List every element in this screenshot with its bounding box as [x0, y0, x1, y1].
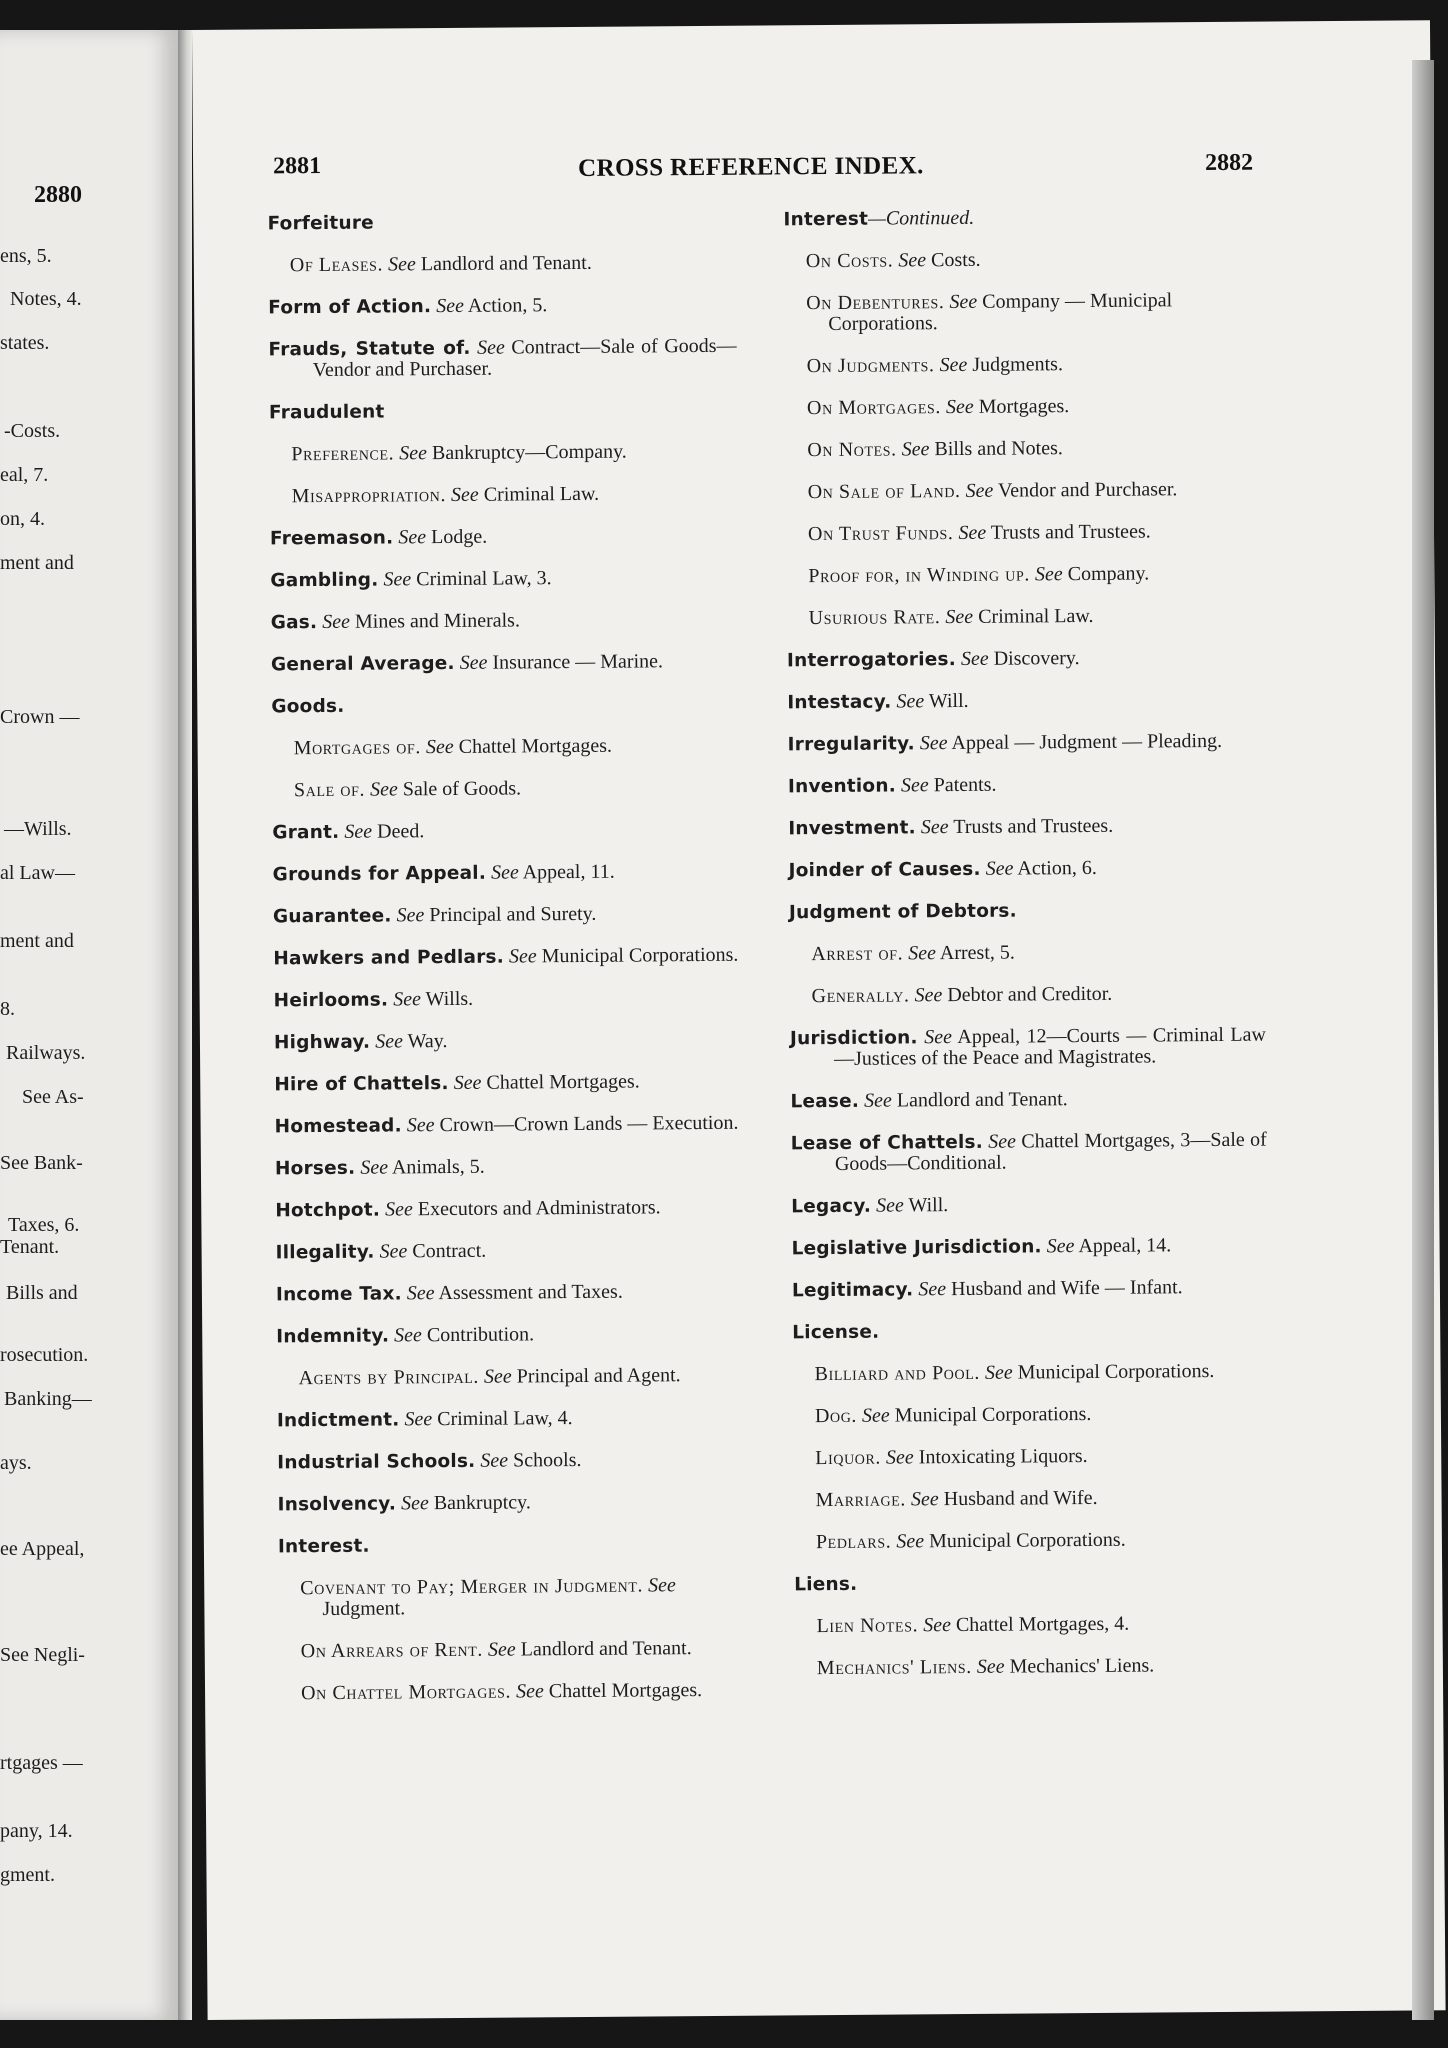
- see-label: See: [399, 442, 428, 465]
- see-label: See: [920, 816, 949, 839]
- see-label: See: [945, 395, 974, 419]
- index-entry: [791, 1193, 1267, 1218]
- entry-heading: Guarantee.: [272, 905, 392, 928]
- entry-heading: License.: [792, 1321, 880, 1344]
- running-head: CROSS REFERENCE INDEX.: [577, 152, 924, 182]
- cross-reference: Judgment.: [322, 1597, 406, 1621]
- index-subentry: [808, 479, 1262, 504]
- index-entry: [269, 399, 737, 424]
- cross-reference: Appeal — Judgment — Pleading.: [951, 729, 1223, 755]
- see-label: See: [985, 857, 1014, 880]
- entry-heading: Irregularity.: [787, 733, 915, 756]
- index-entry: [790, 1088, 1266, 1113]
- subentry-label: On Notes.: [807, 438, 897, 462]
- entry-heading: Invention.: [787, 775, 896, 798]
- see-label: See: [984, 1361, 1013, 1384]
- cross-reference: Municipal Corporations.: [541, 943, 739, 968]
- index-entry: [272, 819, 740, 844]
- subentry-label: Pedlars.: [815, 1530, 892, 1554]
- index-subentry: [815, 1445, 1269, 1470]
- left-page: [0, 30, 178, 2020]
- index-subentry: [300, 1575, 746, 1621]
- see-label: See: [387, 253, 416, 276]
- subentry-label: Of Leases.: [289, 253, 384, 277]
- cross-reference: Way.: [407, 1030, 448, 1053]
- entry-heading: Industrial Schools.: [277, 1450, 476, 1474]
- subentry-label: Marriage.: [815, 1488, 907, 1512]
- entry-heading: Legislative Jurisdiction.: [791, 1236, 1042, 1260]
- see-label: See: [344, 820, 373, 843]
- index-subentry: [806, 248, 1260, 273]
- left-page-fragment: See Bank-: [0, 1152, 83, 1174]
- cross-reference: Will.: [908, 1194, 949, 1217]
- index-subentry: [808, 521, 1262, 546]
- cross-reference: Deed.: [377, 820, 425, 843]
- see-label: See: [394, 1324, 422, 1347]
- see-label: See: [406, 1114, 435, 1137]
- entry-heading: Forfeiture: [267, 212, 374, 235]
- see-label: See: [988, 1130, 1017, 1153]
- index-entry: [273, 861, 741, 886]
- subentry-label: Agents by Principal.: [298, 1365, 480, 1390]
- subentry-label: Generally.: [811, 984, 910, 1008]
- gutter-fold: [178, 30, 192, 2020]
- cross-reference: Criminal Law, 4.: [437, 1407, 573, 1431]
- see-label: See: [900, 774, 929, 797]
- cross-reference: Mortgages.: [978, 395, 1070, 418]
- subentry-label: Mortgages of.: [293, 736, 422, 760]
- subentry-label: Dog.: [814, 1404, 858, 1428]
- index-subentry: [292, 483, 738, 508]
- subentry-label: Usurious Rate.: [808, 606, 941, 630]
- see-label: See: [490, 861, 519, 884]
- index-entry: [274, 1029, 742, 1054]
- index-entry: [276, 1239, 744, 1264]
- entry-heading: Lease.: [790, 1090, 860, 1113]
- cross-reference: Costs.: [931, 248, 981, 272]
- subentry-label: On Costs.: [805, 249, 894, 273]
- left-page-fragment: states.: [0, 332, 50, 354]
- subentry-label: Billiard and Pool.: [814, 1361, 981, 1386]
- index-entry: [277, 1449, 745, 1474]
- entry-heading: Investment.: [788, 817, 916, 840]
- index-subentry: [808, 563, 1262, 588]
- subentry-label: Proof for, in Winding up.: [808, 563, 1031, 588]
- cross-reference: Trusts and Trustees.: [990, 520, 1151, 544]
- index-entry: [274, 987, 742, 1012]
- cross-reference: Appeal, 12—Courts — Criminal Law—Justices of the Peace and Magistrates.: [834, 1023, 1267, 1070]
- see-label: See: [480, 1449, 509, 1472]
- index-entry: [794, 1571, 1270, 1596]
- cross-reference: Chattel Mortgages, 4.: [955, 1612, 1130, 1637]
- see-label: See: [393, 988, 422, 1011]
- index-entry: [787, 689, 1263, 714]
- cross-reference: Chattel Mortgages.: [486, 1070, 640, 1094]
- cross-reference: Animals, 5.: [391, 1155, 485, 1179]
- cross-reference: Criminal Law.: [978, 604, 1094, 628]
- entry-heading: Interest.: [277, 1535, 370, 1558]
- see-label: See: [404, 1408, 433, 1431]
- entry-heading: Frauds, Statute of.: [268, 337, 471, 361]
- cross-reference: Mines and Minerals.: [354, 609, 520, 633]
- index-entry: [788, 773, 1264, 798]
- index-subentry: [299, 1365, 745, 1390]
- index-entry: [274, 1071, 742, 1096]
- left-page-fragment: Bills and: [6, 1282, 78, 1304]
- see-label: See: [949, 290, 978, 314]
- entry-heading: Insolvency.: [277, 1493, 397, 1516]
- index-subentry: [812, 983, 1266, 1008]
- index-column-right: [783, 206, 1271, 1701]
- left-page-fragment: gment.: [0, 1864, 55, 1886]
- entry-heading: Freemason.: [269, 527, 394, 550]
- index-entry: [268, 336, 736, 382]
- index-subentry: [815, 1403, 1269, 1428]
- cross-reference: Criminal Law, 3.: [416, 567, 552, 591]
- index-entry: [273, 903, 741, 928]
- cross-reference: Chattel Mortgages, 3—Sale of Goods—Conditional.: [834, 1128, 1267, 1175]
- cross-reference: Debtor and Creditor.: [947, 982, 1113, 1007]
- see-label: See: [863, 1089, 892, 1112]
- entry-heading: Gambling.: [270, 569, 379, 592]
- left-page-fragment: Railways.: [6, 1042, 86, 1064]
- index-entry: [271, 651, 739, 676]
- index-entry: [276, 1323, 744, 1348]
- index-entry: [271, 693, 739, 718]
- entry-heading: Intestacy.: [787, 691, 892, 714]
- see-label: See: [1034, 563, 1063, 586]
- see-label: See: [885, 1446, 914, 1469]
- left-page-fragment: on, 4.: [0, 508, 45, 530]
- continued-label: —Continued.: [867, 206, 975, 230]
- cross-reference: Arrest, 5.: [939, 941, 1015, 965]
- subentry-label: On Sale of Land.: [807, 479, 961, 504]
- see-label: See: [647, 1574, 676, 1597]
- see-label: See: [508, 945, 537, 968]
- cross-reference: Bankruptcy.: [433, 1491, 531, 1515]
- entry-heading: General Average.: [270, 652, 455, 676]
- subentry-label: Preference.: [291, 442, 395, 466]
- entry-heading: Fraudulent: [268, 401, 385, 424]
- cross-reference: Action, 5.: [467, 294, 548, 317]
- cross-reference: Landlord and Tenant.: [420, 251, 592, 276]
- see-label: See: [436, 294, 465, 318]
- index-entry: [268, 294, 736, 319]
- index-subentry: [816, 1613, 1270, 1638]
- index-subentry: [301, 1680, 747, 1705]
- index-entry: [275, 1197, 743, 1222]
- entry-heading: Homestead.: [274, 1115, 402, 1138]
- index-subentry: [811, 941, 1265, 966]
- index-subentry: [809, 605, 1263, 630]
- left-page-fragment: pany, 14.: [0, 1820, 73, 1842]
- cross-reference: Intoxicating Liquors.: [918, 1445, 1088, 1469]
- cross-reference: Company — Municipal Corporations.: [828, 289, 1173, 336]
- index-subentry: [291, 441, 737, 466]
- cross-reference: Trusts and Trustees.: [953, 814, 1114, 839]
- index-entry: [788, 731, 1264, 756]
- left-page-fragment: Tenant.: [0, 1236, 60, 1258]
- see-label: See: [958, 521, 987, 544]
- index-entry: [275, 1155, 743, 1180]
- subentry-label: On Arrears of Rent.: [300, 1638, 484, 1663]
- see-label: See: [383, 568, 412, 591]
- see-label: See: [459, 651, 488, 674]
- index-entry: [276, 1281, 744, 1306]
- entry-heading: Hotchpot.: [275, 1199, 381, 1222]
- entry-heading: Horses.: [274, 1157, 356, 1180]
- entry-heading: Indemnity.: [276, 1325, 390, 1348]
- index-subentry: [301, 1638, 747, 1663]
- see-label: See: [910, 1488, 939, 1511]
- index-subentry: [294, 777, 740, 802]
- entry-heading: Form of Action.: [268, 296, 432, 319]
- subentry-label: On Trust Funds.: [807, 522, 954, 546]
- left-page-fragment: eal, 7.: [0, 464, 49, 486]
- subentry-label: Covenant to Pay; Merger in Judgment.: [300, 1574, 644, 1600]
- cross-reference: Husband and Wife — Infant.: [951, 1276, 1183, 1301]
- left-page-fragment: 8.: [0, 998, 15, 1020]
- index-entry: [792, 1235, 1268, 1260]
- index-subentry: [807, 437, 1261, 462]
- cross-reference: Crown—Crown Lands — Execution.: [439, 1111, 739, 1137]
- see-label: See: [919, 732, 948, 755]
- see-label: See: [901, 438, 930, 461]
- left-page-fragment: ment and: [0, 552, 74, 574]
- index-subentry: [814, 1361, 1268, 1386]
- see-label: See: [976, 1655, 1005, 1678]
- index-entry: [783, 206, 1259, 231]
- index-subentry: [806, 290, 1260, 336]
- subentry-label: Misappropriation.: [291, 484, 447, 508]
- subentry-label: Lien Notes.: [816, 1614, 919, 1638]
- entry-heading: Gas.: [270, 612, 318, 634]
- entry-heading: Joinder of Causes.: [788, 858, 981, 882]
- left-page-fragment: Crown —: [0, 706, 80, 728]
- see-label: See: [960, 647, 989, 670]
- subentry-label: Liquor.: [815, 1446, 882, 1470]
- entry-heading: Liens.: [794, 1573, 858, 1596]
- see-label: See: [379, 1240, 408, 1263]
- see-label: See: [375, 1030, 404, 1053]
- left-page-fragment: rosecution.: [0, 1344, 89, 1366]
- cross-reference: Municipal Corporations.: [894, 1402, 1092, 1427]
- see-label: See: [896, 1530, 925, 1553]
- entry-heading: Grant.: [272, 821, 340, 844]
- cross-reference: Lodge.: [431, 525, 488, 549]
- cross-reference: Municipal Corporations.: [1017, 1360, 1215, 1384]
- cross-reference: Will.: [928, 689, 969, 713]
- left-page-fragment: Taxes, 6.: [8, 1214, 80, 1236]
- cross-reference: Assessment and Taxes.: [438, 1280, 623, 1305]
- index-entry: [270, 525, 738, 550]
- subentry-label: On Mortgages.: [806, 396, 942, 420]
- page-number-left: 2881: [272, 152, 322, 180]
- index-entry: [789, 899, 1265, 924]
- index-entry: [270, 567, 738, 592]
- see-label: See: [861, 1404, 890, 1427]
- cross-reference: Schools.: [513, 1448, 582, 1472]
- cross-reference: Mechanics' Liens.: [1009, 1654, 1155, 1678]
- left-page-fragment: rtgages —: [0, 1752, 83, 1774]
- see-label: See: [515, 1680, 544, 1703]
- see-label: See: [384, 1198, 413, 1221]
- entry-heading: Income Tax.: [275, 1283, 402, 1306]
- left-page-fragment: al Law—: [0, 862, 75, 884]
- cross-reference: Bankruptcy—Company.: [431, 440, 627, 465]
- cross-reference: Principal and Surety.: [429, 902, 597, 927]
- index-entry: [791, 1130, 1267, 1176]
- index-entry: [273, 945, 741, 970]
- index-subentry: [294, 735, 740, 760]
- see-label: See: [369, 778, 398, 801]
- see-label: See: [908, 942, 937, 965]
- see-label: See: [898, 249, 927, 272]
- left-page-fragment: -Costs.: [4, 420, 61, 442]
- entry-heading: Jurisdiction.: [789, 1027, 918, 1050]
- see-label: See: [914, 984, 943, 1007]
- cross-reference: Company.: [1067, 562, 1150, 586]
- entry-heading: Hawkers and Pedlars.: [273, 946, 505, 970]
- index-entry: [792, 1319, 1268, 1344]
- see-label: See: [487, 1638, 516, 1661]
- see-label: See: [398, 526, 427, 549]
- see-label: See: [425, 735, 454, 759]
- cross-reference: Contribution.: [426, 1323, 535, 1347]
- left-page-fragment: —Wills.: [4, 818, 72, 840]
- left-page-fragment: See As-: [22, 1086, 84, 1108]
- index-entry: [278, 1491, 746, 1516]
- page-number-right: 2882: [1204, 149, 1254, 177]
- subentry-label: On Debentures.: [806, 291, 945, 315]
- cross-reference: Chattel Mortgages.: [548, 1679, 703, 1703]
- entry-heading: Hire of Chattels.: [274, 1073, 449, 1096]
- see-label: See: [1046, 1235, 1075, 1258]
- entry-heading: Grounds for Appeal.: [272, 862, 487, 886]
- entry-heading: Lease of Chattels.: [790, 1131, 983, 1155]
- entry-heading: Legacy.: [791, 1195, 872, 1218]
- see-label: See: [322, 610, 351, 633]
- cross-reference: Judgments.: [972, 353, 1063, 376]
- see-label: See: [400, 1492, 429, 1515]
- cross-reference: Contract—Sale of Goods—Vendor and Purchaser.: [312, 334, 737, 382]
- entry-heading: Interrogatories.: [786, 649, 956, 672]
- index-entry: [277, 1407, 745, 1432]
- cross-reference: Appeal, 11.: [522, 860, 615, 884]
- left-page-fragment: Banking—: [4, 1388, 92, 1410]
- index-entry: [271, 609, 739, 634]
- see-label: See: [896, 690, 925, 713]
- subentry-label: On Judgments.: [806, 354, 935, 378]
- cross-reference: Husband and Wife.: [943, 1486, 1098, 1511]
- main-page: [192, 20, 1446, 2020]
- left-page-fragment: ee Appeal,: [0, 1538, 85, 1560]
- see-label: See: [924, 1026, 953, 1049]
- cross-reference: Bills and Notes.: [934, 437, 1063, 461]
- entry-heading: Highway.: [273, 1031, 371, 1054]
- see-label: See: [939, 353, 968, 377]
- index-subentry: [816, 1529, 1270, 1554]
- index-entry: [792, 1277, 1268, 1302]
- left-page-fragment: ays.: [0, 1452, 32, 1474]
- index-subentry: [807, 395, 1261, 420]
- subentry-label: Arrest of.: [811, 942, 904, 966]
- left-page-number: 2880: [34, 182, 82, 208]
- left-page-fragment: See Negli-: [0, 1644, 85, 1666]
- cross-reference: Patents.: [933, 773, 997, 797]
- see-label: See: [360, 1156, 389, 1179]
- entry-heading: Indictment.: [276, 1409, 400, 1432]
- entry-heading: Goods.: [271, 695, 345, 718]
- cross-reference: Chattel Mortgages.: [458, 734, 613, 758]
- index-subentry: [815, 1487, 1269, 1512]
- cross-reference: Landlord and Tenant.: [520, 1637, 692, 1661]
- cross-reference: Action, 6.: [1017, 856, 1097, 880]
- entry-heading: Judgment of Debtors.: [788, 900, 1017, 924]
- subentry-label: Mechanics' Liens.: [816, 1655, 972, 1680]
- cross-reference: Principal and Agent.: [516, 1364, 681, 1388]
- cross-reference: Landlord and Tenant.: [896, 1088, 1068, 1112]
- see-label: See: [476, 336, 505, 359]
- index-entry: [275, 1113, 743, 1138]
- cross-reference: Insurance — Marine.: [492, 650, 664, 674]
- right-page-edge: [1412, 60, 1434, 2020]
- index-entry: [278, 1533, 746, 1558]
- see-label: See: [396, 904, 425, 927]
- entry-heading: Heirlooms.: [273, 989, 389, 1012]
- cross-reference: Sale of Goods.: [402, 777, 522, 801]
- index-subentry: [807, 353, 1261, 378]
- see-label: See: [923, 1614, 951, 1637]
- see-label: See: [945, 605, 974, 629]
- cross-reference: Criminal Law.: [483, 482, 600, 506]
- cross-reference: Wills.: [425, 987, 474, 1011]
- index-subentry: [290, 252, 736, 277]
- see-label: See: [875, 1194, 904, 1217]
- cross-reference: Contract.: [412, 1239, 487, 1263]
- cross-reference: Municipal Corporations.: [928, 1528, 1126, 1553]
- index-entry: [788, 815, 1264, 840]
- see-label: See: [918, 1278, 947, 1301]
- entry-heading: Legitimacy.: [791, 1279, 914, 1302]
- index-entry: [789, 857, 1265, 882]
- see-label: See: [450, 483, 479, 506]
- see-label: See: [965, 479, 994, 502]
- see-label: See: [406, 1282, 435, 1305]
- index-entry: [787, 647, 1263, 672]
- see-label: See: [453, 1071, 482, 1094]
- see-label: See: [483, 1365, 512, 1388]
- cross-reference: Executors and Administrators.: [417, 1196, 661, 1221]
- left-page-fragment: ment and: [0, 930, 74, 952]
- index-entry: [267, 210, 735, 235]
- cross-reference: Appeal, 14.: [1078, 1234, 1172, 1258]
- entry-heading: Illegality.: [275, 1241, 375, 1264]
- index-entry: [790, 1025, 1266, 1071]
- cross-reference: Vendor and Purchaser.: [997, 478, 1178, 502]
- index-column-left: [267, 210, 747, 1726]
- left-page-fragment: ens, 5.: [0, 245, 52, 267]
- subentry-label: Sale of.: [293, 778, 366, 802]
- index-subentry: [817, 1655, 1271, 1680]
- cross-reference: Discovery.: [993, 647, 1080, 670]
- left-page-fragment: Notes, 4.: [10, 288, 82, 310]
- subentry-label: On Chattel Mortgages.: [300, 1680, 512, 1705]
- entry-heading: Interest: [783, 208, 869, 231]
